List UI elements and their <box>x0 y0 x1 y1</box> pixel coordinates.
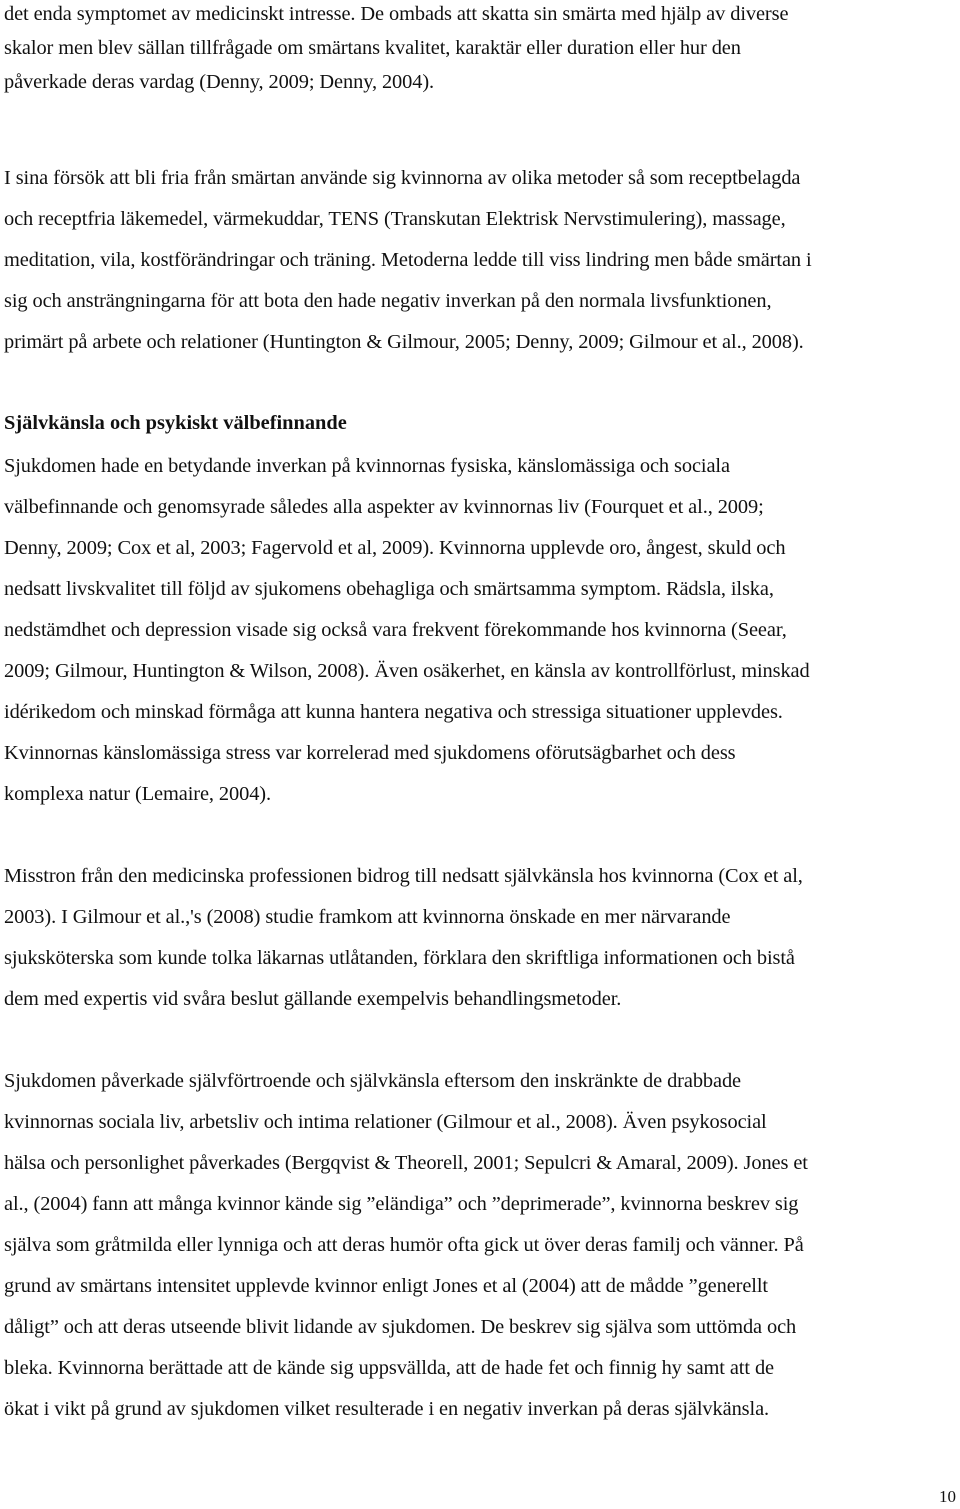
text-line: sig och ansträngningarna för att bota den hade negativ inverkan på den normala livsfunktionen, <box>4 290 772 312</box>
text-line: sjuksköterska som kunde tolka läkarnas utlåtanden, förklara den skriftliga informationen och bistå <box>4 947 795 969</box>
paragraph-wellbeing <box>4 446 956 815</box>
text-line: Kvinnornas känslomässiga stress var korrelerad med sjukdomens oförutsägbarhet och dess <box>4 742 736 764</box>
text-line: Sjukdomen hade en betydande inverkan på kvinnornas fysiska, känslomässiga och sociala <box>4 455 730 477</box>
text-line: Sjukdomen påverkade självförtroende och självkänsla eftersom den inskränkte de drabbade <box>4 1070 742 1092</box>
text-line: skalor men blev sällan tillfrågade om smärtans kvalitet, karaktär eller duration eller hur den <box>4 37 741 59</box>
text-line: primärt på arbete och relationer (Huntington & Gilmour, 2005; Denny, 2009; Gilmour et al., 2008). <box>4 331 804 353</box>
text-line: al., (2004) fann att många kvinnor kände sig ”eländiga” och ”deprimerade”, kvinnorna beskrev sig <box>4 1193 799 1215</box>
text-line: komplexa natur (Lemaire, 2004). <box>4 783 271 805</box>
text-line: det enda symptomet av medicinskt intresse. De ombads att skatta sin smärta med hjälp av diverse <box>4 3 789 25</box>
text-line: Misstron från den medicinska professionen bidrog till nedsatt självkänsla hos kvinnorna (Cox et al, <box>4 865 803 887</box>
text-line: påverkade deras vardag (Denny, 2009; Denny, 2004). <box>4 71 435 93</box>
text-line: dem med expertis vid svåra beslut gällande exempelvis behandlingsmetoder. <box>4 988 622 1010</box>
paragraph-medical-distrust <box>4 856 956 1020</box>
text-line: grund av smärtans intensitet upplevde kvinnor enligt Jones et al (2004) att de mådde ”generellt <box>4 1275 768 1297</box>
page-number: 10 <box>939 1487 956 1506</box>
text-line: meditation, vila, kostförändringar och träning. Metoderna ledde till viss lindring men både smärtan i <box>4 249 812 271</box>
text-line: 2009; Gilmour, Huntington & Wilson, 2008). Även osäkerhet, en känsla av kontrollförlust, minskad <box>4 660 810 682</box>
text-line: kvinnornas sociala liv, arbetsliv och intima relationer (Gilmour et al., 2008). Även psykosocial <box>4 1111 767 1133</box>
text-line: och receptfria läkemedel, värmekuddar, TENS (Transkutan Elektrisk Nervstimulering), massage, <box>4 208 786 230</box>
text-line: bleka. Kvinnorna berättade att de kände sig uppsvällda, att de hade fet och finnig hy samt att de <box>4 1357 774 1379</box>
text-line: I sina försök att bli fria från smärtan använde sig kvinnorna av olika metoder så som receptbelagda <box>4 167 801 189</box>
text-line: Denny, 2009; Cox et al, 2003; Fagervold et al, 2009). Kvinnorna upplevde oro, ångest, skuld och <box>4 537 786 559</box>
text-line: idérikedom och minskad förmåga att kunna hantera negativa och stressiga situationer upplevdes. <box>4 701 783 723</box>
paragraph-self-esteem <box>4 1061 956 1430</box>
text-line: nedsatt livskvalitet till följd av sjukomens obehagliga och smärtsamma symptom. Rädsla, ilska, <box>4 578 774 600</box>
text-line: hälsa och personlighet påverkades (Bergqvist & Theorell, 2001; Sepulcri & Amaral, 2009). Jones et <box>4 1152 808 1174</box>
text-line: själva som gråtmilda eller lynniga och att deras humör ofta gick ut över deras familj och vänner. På <box>4 1234 804 1256</box>
paragraph-pain-relief-methods <box>4 158 956 363</box>
text-line: dåligt” och att deras utseende blivit lidande av sjukdomen. De beskrev sig själva som uttömda och <box>4 1316 797 1338</box>
paragraph-pain-assessment <box>4 0 956 99</box>
text-line: välbefinnande och genomsyrade således alla aspekter av kvinnornas liv (Fourquet et al., 2009; <box>4 496 764 518</box>
section-heading: Självkänsla och psykiskt välbefinnande <box>4 412 347 434</box>
text-line: 2003). I Gilmour et al.,'s (2008) studie framkom att kvinnorna önskade en mer närvarande <box>4 906 731 928</box>
text-line: nedstämdhet och depression visade sig också vara frekvent förekommande hos kvinnorna (Seear, <box>4 619 787 641</box>
text-line: ökat i vikt på grund av sjukdomen vilket resulterade i en negativ inverkan på deras självkänsla. <box>4 1398 770 1420</box>
